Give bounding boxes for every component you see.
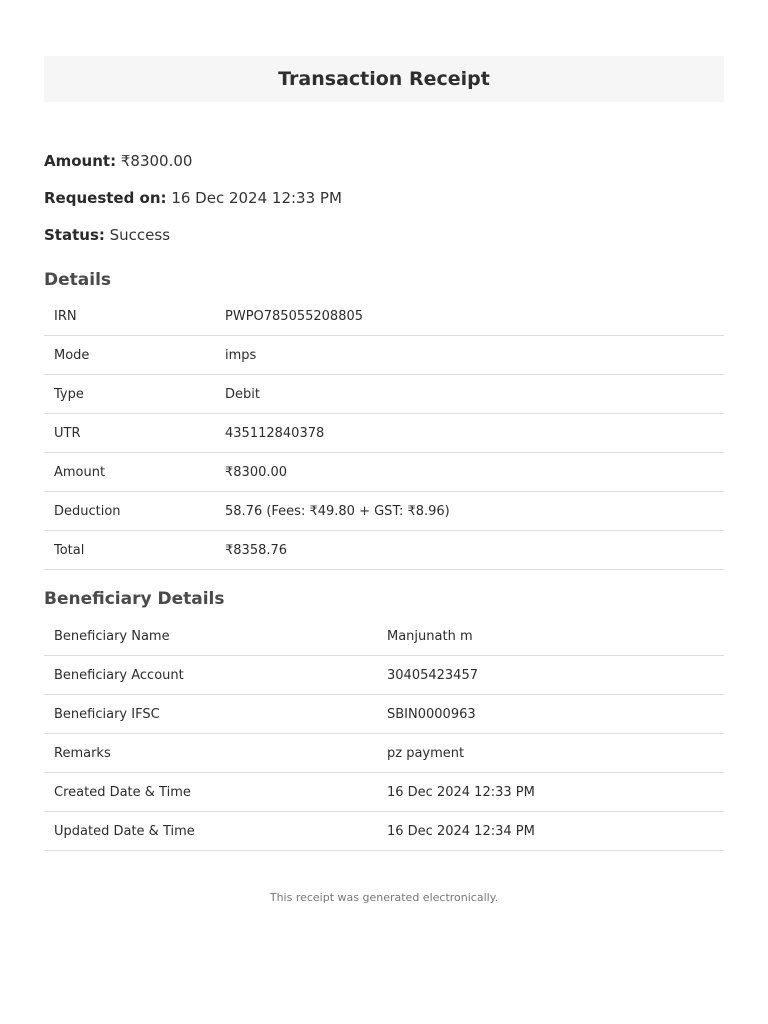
details-key: UTR [44, 414, 215, 453]
beneficiary-heading: Beneficiary Details [44, 589, 225, 609]
details-key: Type [44, 375, 215, 414]
details-key: IRN [44, 297, 215, 336]
beneficiary-value: Manjunath m [377, 617, 724, 656]
table-row [44, 656, 724, 695]
details-key: Amount [44, 453, 215, 492]
table-row [44, 531, 724, 570]
details-value: 58.76 (Fees: ₹49.80 + GST: ₹8.96) [215, 492, 724, 531]
title-bar [44, 56, 724, 102]
page-title: Transaction Receipt [278, 68, 490, 90]
beneficiary-value: pz payment [377, 734, 724, 773]
beneficiary-value: 16 Dec 2024 12:33 PM [377, 773, 724, 812]
table-row [44, 492, 724, 531]
details-value: ₹8300.00 [215, 453, 724, 492]
details-value: 435112840378 [215, 414, 724, 453]
beneficiary-value: 16 Dec 2024 12:34 PM [377, 812, 724, 851]
summary-status [44, 226, 724, 263]
details-value: PWPO785055208805 [215, 297, 724, 336]
receipt-page [44, 56, 724, 904]
beneficiary-key: Beneficiary Name [44, 617, 377, 656]
beneficiary-table [44, 617, 724, 851]
table-row [44, 695, 724, 734]
beneficiary-value: 30405423457 [377, 656, 724, 695]
table-row [44, 734, 724, 773]
details-key: Total [44, 531, 215, 570]
summary-status-value: Success [109, 226, 171, 244]
beneficiary-key: Beneficiary IFSC [44, 695, 377, 734]
beneficiary-key: Remarks [44, 734, 377, 773]
table-row [44, 453, 724, 492]
details-value: imps [215, 336, 724, 375]
footer-note: This receipt was generated electronically. [269, 891, 499, 904]
details-key: Mode [44, 336, 215, 375]
table-row [44, 812, 724, 851]
table-row [44, 773, 724, 812]
summary-section [44, 152, 724, 263]
summary-amount [44, 152, 724, 189]
details-key: Deduction [44, 492, 215, 531]
table-row [44, 336, 724, 375]
summary-requested [44, 189, 724, 226]
table-row [44, 617, 724, 656]
summary-amount-label: Amount: [44, 152, 117, 170]
details-table [44, 297, 724, 570]
summary-status-label: Status: [44, 226, 105, 244]
table-row [44, 375, 724, 414]
beneficiary-key: Updated Date & Time [44, 812, 377, 851]
table-row [44, 414, 724, 453]
beneficiary-key: Created Date & Time [44, 773, 377, 812]
details-heading: Details [44, 270, 112, 290]
beneficiary-key: Beneficiary Account [44, 656, 377, 695]
details-value: ₹8358.76 [215, 531, 724, 570]
summary-requested-value: 16 Dec 2024 12:33 PM [171, 189, 342, 207]
summary-requested-label: Requested on: [44, 189, 167, 207]
beneficiary-value: SBIN0000963 [377, 695, 724, 734]
table-row [44, 297, 724, 336]
summary-amount-value: ₹8300.00 [120, 152, 193, 170]
details-value: Debit [215, 375, 724, 414]
